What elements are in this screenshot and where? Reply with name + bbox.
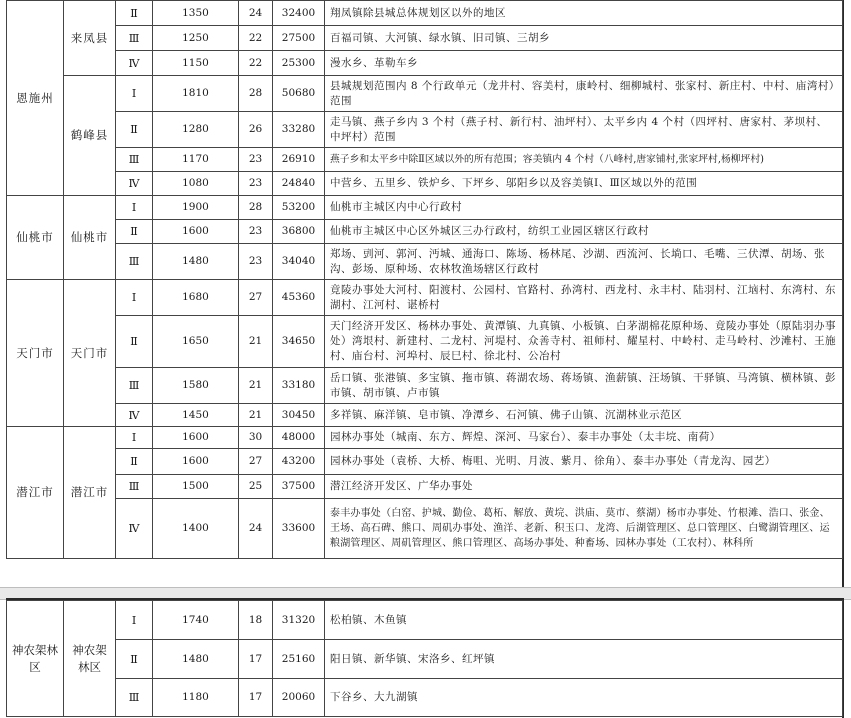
- county-cell: 仙桃市: [64, 196, 116, 280]
- value-cell: 24840: [273, 172, 325, 196]
- grade-cell: Ⅳ: [116, 404, 153, 427]
- value-cell: 28: [239, 196, 273, 220]
- land-price-table: [6, 0, 843, 559]
- table-row: [7, 76, 843, 112]
- county-cell: 来凤县: [64, 1, 116, 76]
- value-cell: 23: [239, 220, 273, 244]
- scope-cell: 县城规划范围内 8 个行政单元（龙井村、容美村，康岭村、细柳城村、张家村、新庄村、中村、庙湾村）范围: [325, 76, 843, 112]
- value-cell: 1480: [153, 640, 239, 679]
- region-cell: 恩施州: [7, 1, 64, 196]
- value-cell: 25: [239, 475, 273, 499]
- grade-cell: Ⅲ: [116, 679, 153, 717]
- value-cell: 1080: [153, 172, 239, 196]
- grade-cell: Ⅰ: [116, 427, 153, 449]
- scope-cell: 下谷乡、大九湖镇: [325, 679, 843, 717]
- scope-cell: 园林办事处（袁桥、大桥、梅咀、光明、月波、紫月、徐角）、泰丰办事处（青龙沟、园艺）: [325, 449, 843, 475]
- table-row: [7, 1, 843, 26]
- value-cell: 32400: [273, 1, 325, 26]
- value-cell: 1600: [153, 220, 239, 244]
- value-cell: 28: [239, 76, 273, 112]
- scope-cell: 漫水乡、革勒车乡: [325, 51, 843, 76]
- value-cell: 1480: [153, 244, 239, 280]
- grade-cell: Ⅳ: [116, 172, 153, 196]
- grade-cell: Ⅰ: [116, 280, 153, 316]
- table-row: [7, 499, 843, 559]
- scope-cell: 园林办事处（城南、东方、辉煌、深河、马家台）、泰丰办事处（太丰垸、南荷）: [325, 427, 843, 449]
- value-cell: 48000: [273, 427, 325, 449]
- table-page-1: [6, 0, 844, 587]
- scope-cell: 天门经济开发区、杨林办事处、黄潭镇、九真镇、小板镇、白茅湖棉花原种场、竟陵办事处（原陆羽办事处）湾垠村、新建村、二龙村、河堤村、众善寺村、祖师村、耀星村、中岭村、走马岭村、沙滩村、王施村、庙台村、河埠村、辰巳村、徐北村、公冶村: [325, 316, 843, 368]
- grade-cell: Ⅱ: [116, 449, 153, 475]
- value-cell: 34040: [273, 244, 325, 280]
- value-cell: 33180: [273, 368, 325, 404]
- table-row: [7, 368, 843, 404]
- grade-cell: Ⅰ: [116, 76, 153, 112]
- value-cell: 33600: [273, 499, 325, 559]
- grade-cell: Ⅱ: [116, 1, 153, 26]
- table-row: [7, 601, 843, 640]
- value-cell: 25300: [273, 51, 325, 76]
- table-row: [7, 26, 843, 51]
- value-cell: 1150: [153, 51, 239, 76]
- table-row: [7, 220, 843, 244]
- value-cell: 43200: [273, 449, 325, 475]
- table-row: [7, 427, 843, 449]
- value-cell: 30450: [273, 404, 325, 427]
- value-cell: 20060: [273, 679, 325, 717]
- grade-cell: Ⅳ: [116, 499, 153, 559]
- value-cell: 1740: [153, 601, 239, 640]
- region-cell: 潜江市: [7, 427, 64, 559]
- table-row: [7, 475, 843, 499]
- value-cell: 1810: [153, 76, 239, 112]
- value-cell: 1280: [153, 112, 239, 148]
- grade-cell: Ⅱ: [116, 316, 153, 368]
- scope-cell: 阳日镇、新华镇、宋洛乡、红坪镇: [325, 640, 843, 679]
- table-row: [7, 640, 843, 679]
- value-cell: 1680: [153, 280, 239, 316]
- county-cell: 天门市: [64, 280, 116, 427]
- value-cell: 23: [239, 148, 273, 172]
- scope-cell: 泰丰办事处（白窑、护城、勤俭、葛柘、解放、黄垸、洪庙、莫市、蔡湖）杨市办事处、竹根滩、浩口、张金、王场、高石碑、熊口、周矶办事处、渔洋、老新、积玉口、龙湾、后湖管理区、总口管理区、白鹭湖管理区、运粮湖管理区、周矶管理区、熊口管理区、高场办事处、种畜场、园林办事处（工农村）、林科所: [325, 499, 843, 559]
- table-row: [7, 148, 843, 172]
- grade-cell: Ⅲ: [116, 475, 153, 499]
- value-cell: 26: [239, 112, 273, 148]
- land-price-table-continued: [6, 600, 843, 717]
- value-cell: 1500: [153, 475, 239, 499]
- value-cell: 27: [239, 449, 273, 475]
- scope-cell: 竟陵办事处大河村、阳渡村、公园村、官路村、孙湾村、西龙村、永丰村、陆羽村、江垴村、东湾村、东湖村、江河村、谌桥村: [325, 280, 843, 316]
- table-row: [7, 280, 843, 316]
- scope-cell: 百福司镇、大河镇、绿水镇、旧司镇、三胡乡: [325, 26, 843, 51]
- value-cell: 37500: [273, 475, 325, 499]
- scope-cell: 岳口镇、张港镇、多宝镇、拖市镇、蒋湖农场、蒋场镇、渔薪镇、汪场镇、干驿镇、马湾镇、横林镇、彭市镇、胡市镇、卢市镇: [325, 368, 843, 404]
- scope-cell: 郑场、剅河、郭河、沔城、通海口、陈场、杨林尾、沙湖、西流河、长埫口、毛嘴、三伏潭、胡场、张沟、彭场、原种场、农林牧渔场辖区行政村: [325, 244, 843, 280]
- scope-cell: 潜江经济开发区、广华办事处: [325, 475, 843, 499]
- scope-cell: 仙桃市主城区内中心行政村: [325, 196, 843, 220]
- table-row: [7, 112, 843, 148]
- value-cell: 27500: [273, 26, 325, 51]
- grade-cell: Ⅱ: [116, 640, 153, 679]
- region-cell: 仙桃市: [7, 196, 64, 280]
- value-cell: 31320: [273, 601, 325, 640]
- scope-cell: 松柏镇、木鱼镇: [325, 601, 843, 640]
- value-cell: 36800: [273, 220, 325, 244]
- value-cell: 1900: [153, 196, 239, 220]
- value-cell: 1580: [153, 368, 239, 404]
- grade-cell: Ⅱ: [116, 112, 153, 148]
- value-cell: 17: [239, 679, 273, 717]
- value-cell: 25160: [273, 640, 325, 679]
- scope-cell: 燕子乡和太平乡中除Ⅱ区域以外的所有范围；容美镇内 4 个村（八峰村,唐家铺村,张家坪村,杨柳坪村): [325, 148, 843, 172]
- value-cell: 1170: [153, 148, 239, 172]
- region-cell: 天门市: [7, 280, 64, 427]
- value-cell: 30: [239, 427, 273, 449]
- value-cell: 34650: [273, 316, 325, 368]
- grade-cell: Ⅰ: [116, 601, 153, 640]
- value-cell: 45360: [273, 280, 325, 316]
- county-cell: 潜江市: [64, 427, 116, 559]
- value-cell: 21: [239, 404, 273, 427]
- grade-cell: Ⅲ: [116, 26, 153, 51]
- value-cell: 1600: [153, 427, 239, 449]
- value-cell: 1180: [153, 679, 239, 717]
- value-cell: 24: [239, 499, 273, 559]
- value-cell: 21: [239, 368, 273, 404]
- value-cell: 1450: [153, 404, 239, 427]
- value-cell: 23: [239, 244, 273, 280]
- table-row: [7, 679, 843, 717]
- value-cell: 33280: [273, 112, 325, 148]
- scope-cell: 翔凤镇除县城总体规划区以外的地区: [325, 1, 843, 26]
- value-cell: 26910: [273, 148, 325, 172]
- value-cell: 27: [239, 280, 273, 316]
- table-row: [7, 449, 843, 475]
- value-cell: 1650: [153, 316, 239, 368]
- county-cell: 神农架林区: [64, 601, 116, 717]
- table-row: [7, 172, 843, 196]
- grade-cell: Ⅳ: [116, 51, 153, 76]
- region-cell: 神农架林区: [7, 601, 64, 717]
- grade-cell: Ⅱ: [116, 220, 153, 244]
- value-cell: 1250: [153, 26, 239, 51]
- value-cell: 50680: [273, 76, 325, 112]
- value-cell: 17: [239, 640, 273, 679]
- value-cell: 53200: [273, 196, 325, 220]
- scope-cell: 仙桃市主城区中心区外城区三办行政村，纺织工业园区辖区行政村: [325, 220, 843, 244]
- value-cell: 21: [239, 316, 273, 368]
- value-cell: 18: [239, 601, 273, 640]
- table-page-2: [6, 598, 844, 718]
- table-row: [7, 316, 843, 368]
- value-cell: 24: [239, 1, 273, 26]
- table-row: [7, 51, 843, 76]
- value-cell: 1350: [153, 1, 239, 26]
- table-row: [7, 196, 843, 220]
- scope-cell: 中营乡、五里乡、铁炉乡、下坪乡、邬阳乡以及容美镇Ⅰ、Ⅲ区域以外的范围: [325, 172, 843, 196]
- county-cell: 鹤峰县: [64, 76, 116, 196]
- grade-cell: Ⅲ: [116, 148, 153, 172]
- scope-cell: 多祥镇、麻洋镇、皂市镇、净潭乡、石河镇、佛子山镇、沉湖林业示范区: [325, 404, 843, 427]
- scope-cell: 走马镇、燕子乡内 3 个村（燕子村、新行村、油坪村）、太平乡内 4 个村（四坪村、唐家村、茅坝村、中坪村）范围: [325, 112, 843, 148]
- table-row: [7, 244, 843, 280]
- value-cell: 22: [239, 51, 273, 76]
- table-row: [7, 404, 843, 427]
- grade-cell: Ⅲ: [116, 244, 153, 280]
- value-cell: 1400: [153, 499, 239, 559]
- value-cell: 1600: [153, 449, 239, 475]
- value-cell: 22: [239, 26, 273, 51]
- grade-cell: Ⅰ: [116, 196, 153, 220]
- grade-cell: Ⅲ: [116, 368, 153, 404]
- value-cell: 23: [239, 172, 273, 196]
